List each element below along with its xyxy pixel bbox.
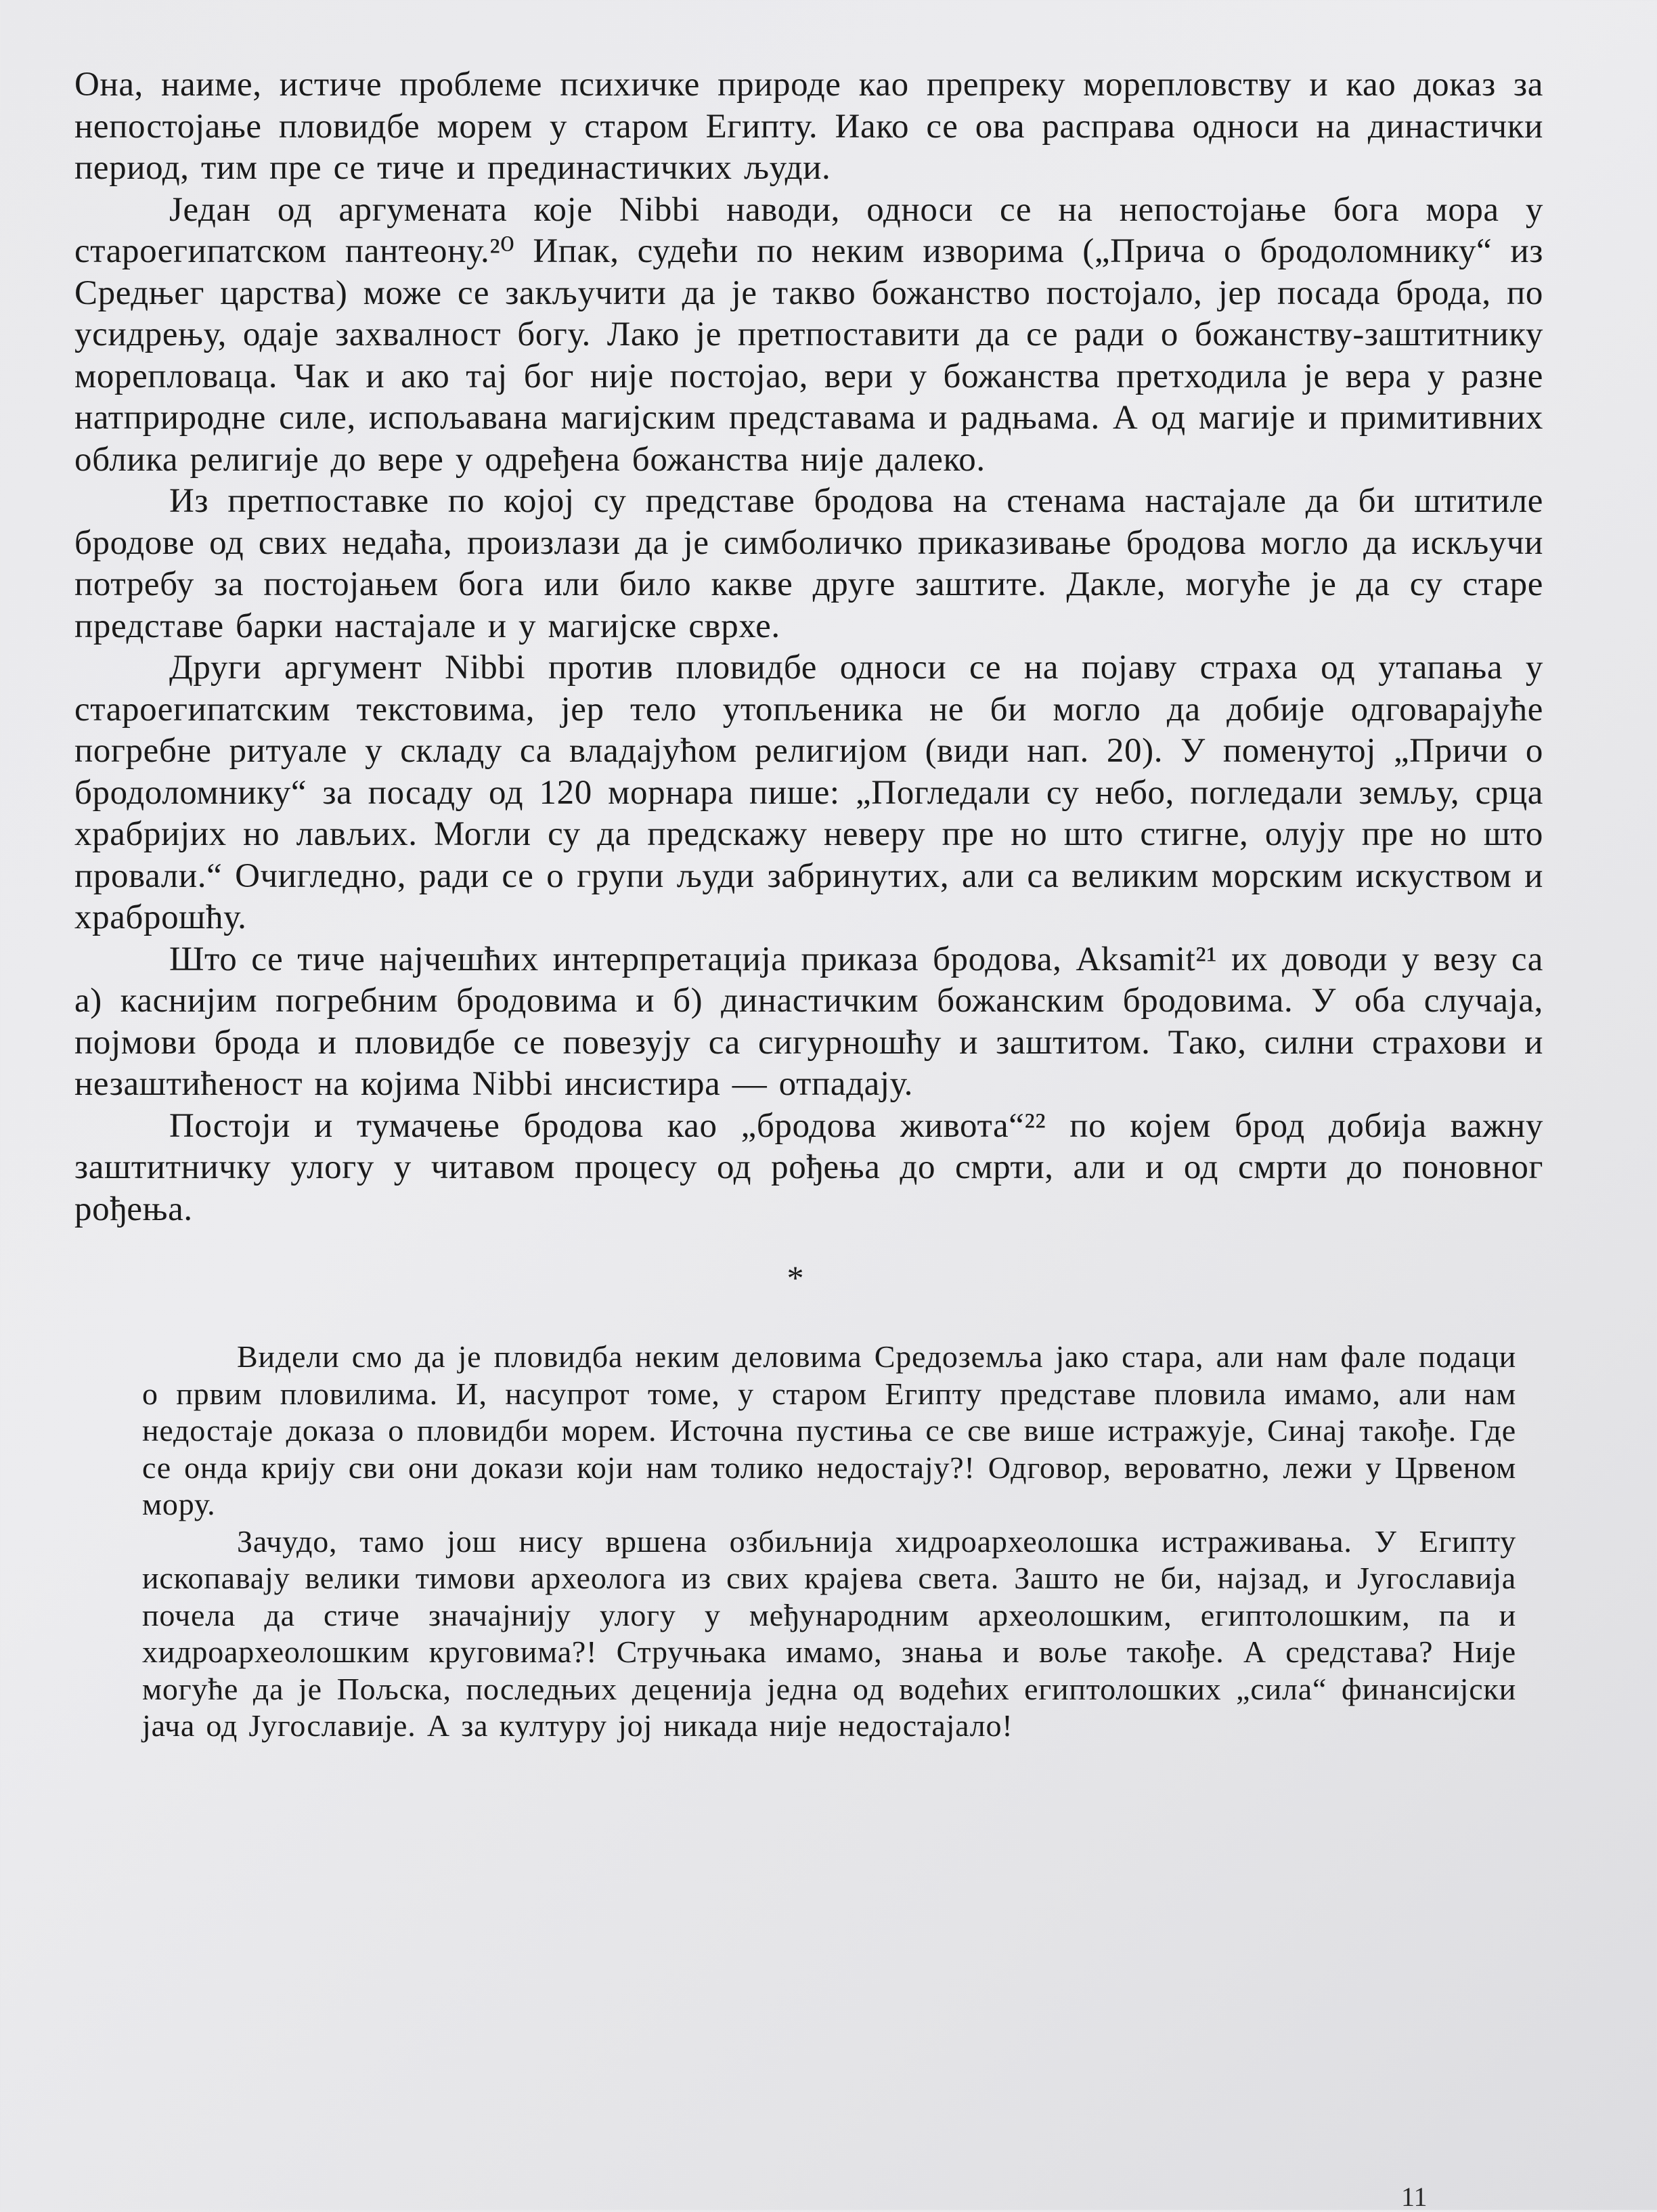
page-content: [74, 64, 1543, 1745]
paragraph-5: Што се тиче најчешћих интерпретација приказа бродова, Aksamit²¹ их доводи у везу са а) каснијим погребним бродовима и б) династичким божанским бродовима. У оба случаја, појмови брода и пловидбе се повезују са сигурношћу и заштитом. Тако, силни страхови и незаштићеност на којима Nibbi инсистира — отпадају.: [74, 940, 1543, 1103]
page-number: 11: [1401, 2182, 1428, 2212]
paragraph-6: Постоји и тумачење бродова као „бродова живота“²² по којем брод добија важну заштитничку улогу у читавом процесу од рођења до смрти, али и од смрти до поновног рођења.: [74, 1106, 1543, 1228]
conclusion-paragraph-1: Видели смо да је пловидба неким деловима Средоземља јако стара, али нам фале подаци о првим пловилима. И, насупрот томе, у старом Египту представе пловила имамо, али нам недостаје доказа о пловидби морем. Источна пустиња се све више истражује, Синај такође. Где се онда крију сви они докази који нам толико недостају?! Одговор, вероватно, лежи у Црвеном мору.: [142, 1339, 1516, 1521]
section-separator: *: [787, 1259, 804, 1297]
paragraph-3: Из претпоставке по којој су представе бродова на стенама настајале да би штитиле бродове од свих недаћа, произлази да је симболичко приказивање бродова могло да искључи потребу за постојањем бога или било какве друге заштите. Дакле, могуће је да су старе представе барки настајале и у магијске сврхе.: [74, 482, 1543, 645]
main-text-section: [74, 64, 1543, 1230]
paragraph-2: Један од аргумената које Nibbi наводи, односи се на непостојање бога мора у староегипатском пантеону.²⁰ Ипак, судећи по неким изворима („Прича о бродоломнику“ из Средњег царства) може се закључити да је такво божанство постојало, јер посада брода, по усидрењу, одаје захвалност богу. Лако је претпоставити да се ради о божанству-заштитнику морепловаца. Чак и ако тај бог није постојао, вери у божанства претходила је вера у разне натприродне силе, испољавана магијским представама и радњама. А од магије и примитивних облика религије до вере у одређена божанства није далеко.: [74, 190, 1543, 479]
paragraph-1: Она, наиме, истиче проблеме психичке природе као препреку морепловству и као доказ за непостојање пловидбе морем у старом Египту. Иако се ова расправа односи на династички период, тим пре се тиче и прединастичких људи.: [74, 66, 1543, 187]
paragraph-4: Други аргумент Nibbi против пловидбе односи се на појаву страха од утапања у староегипатским текстовима, јер тело утопљеника не би могло да добије одговарајуће погребне ритуале у складу са владајућом религијом (види нап. 20). У поменутој „Причи о бродоломнику“ за посаду од 120 морнара пише: „Погледали су небо, погледали земљу, срца храбријих но лављих. Могли су да предскажу неверу пре но што стигне, олују пре но што провали.“ Очигледно, ради се о групи људи забринутих, али са великим морским искуством и храброшћу.: [74, 649, 1543, 936]
conclusion-paragraph-2: Зачудо, тамо још нису вршена озбиљнија хидроархеолошка истраживања. У Египту ископавају велики тимови археолога из свих крајева света. Зашто не би, најзад, и Југославија почела да стиче значајнију улогу у међународним археолошким, египтолошким, па и хидроархеолошким круговима?! Стручњака имамо, знања и воље такође. А средстава? Није могуће да је Пољска, последњих деценија једна од водећих египтолошких „сила“ финансијски јача од Југославије. А за културу јој никада није недостајало!: [142, 1523, 1516, 1743]
conclusion-section: [74, 1339, 1543, 1745]
